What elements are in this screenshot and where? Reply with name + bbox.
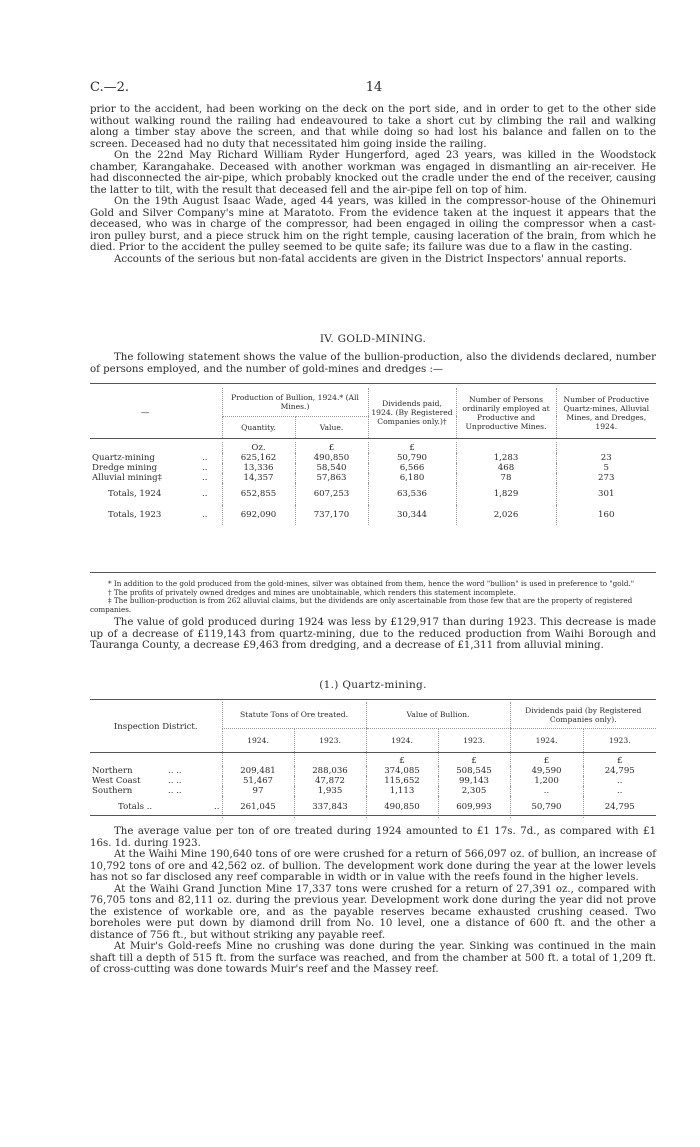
bullion-production-table: [90, 388, 656, 525]
table-row: Southern .. .. 97 1,935 1,113 2,305 .. ..: [90, 786, 656, 796]
table-rule: [90, 815, 656, 816]
paragraph: The value of gold produced during 1924 was less by £129,917 than during 1923. This decrease is made up of a decrease of £119,143 from quartz-mining, due to the reduced production from Waihi Borough and Tauranga County, a decrease £9,463 from dredging, and a decrease of £1,311 from alluvial mining.: [90, 617, 656, 651]
stub-header: —: [140, 407, 150, 418]
page-header: [90, 80, 658, 96]
quartz-mining-table: [90, 702, 656, 818]
footnote: ‡ The bullion-production is from 262 alluvial claims, but the dividends are only ascertainable from those few that are the property of registered companies.: [90, 596, 633, 614]
page-number: 14: [365, 80, 383, 95]
paragraph: On the 22nd May Richard William Ryder Hungerford, aged 23 years, was killed in the Woodstock chamber, Karangahake. Deceased with another workman was engaged in dismantling an air-receiver. He had disconnected the air-pipe, which probably knocked out the cradle under the end of the receiver, causing the latter to tilt, with the result that deceased fell and the air-pipe fell on top of him.: [90, 150, 656, 196]
year-header: 1923.: [294, 728, 366, 752]
dividends-header: Dividends paid (by Registered Companies only).: [510, 702, 656, 728]
unit-pound: £: [368, 442, 456, 453]
paragraph: The following statement shows the value of the bullion-production, also the dividends declared, number of persons employed, and the number of gold-mines and dredges :—: [90, 352, 656, 375]
unit-pound: £: [583, 752, 656, 766]
value-paragraph: [90, 617, 656, 652]
closing-text: [90, 826, 656, 976]
quantity-header: Quantity.: [222, 416, 295, 438]
unit-pound: £: [295, 442, 368, 453]
paragraph: Accounts of the serious but non-fatal accidents are given in the District Inspectors' annual reports.: [114, 253, 627, 265]
table-rule: [90, 383, 656, 384]
district-header: Inspection District.: [113, 721, 198, 732]
year-header: 1924.: [366, 728, 438, 752]
table-row: Quartz-mining .. 625,162 490,850 50,790 1,283 23: [90, 453, 656, 463]
totals-row: Totals .. .. 261,045 337,843 490,850 609,993 50,790 24,795: [90, 796, 656, 818]
unit-pound: £: [510, 752, 583, 766]
table-row: Dredge mining .. 13,336 58,540 6,566 468 5: [90, 463, 656, 473]
subsection-title: (1.) Quartz-mining.: [319, 679, 427, 691]
table-rule: [90, 572, 656, 573]
totals-row: Totals, 1924 .. 652,855 607,253 63,536 1,829 301: [90, 483, 656, 505]
mines-header: Number of Productive Quartz-mines, Alluvial Mines, and Dredges, 1924.: [556, 388, 656, 438]
table-row: Northern .. .. 209,481 288,036 374,085 508,545 49,590 24,795: [90, 766, 656, 776]
year-header: 1923.: [583, 728, 656, 752]
bullion-header: Value of Bullion.: [366, 702, 510, 728]
paragraph: At the Waihi Grand Junction Mine 17,337 tons were crushed for a return of 27,391 oz., compared with 76,705 tons and 82,111 oz. during the previous year. Development work done during the year did not prove the existence of workable ore, and as the payable reserves became exhausted crushing ceased. Two boreholes were put down by diamond drill from No. 10 level, one a distance of 600 ft. and the other a distance of 756 ft., but without striking any payable reef.: [90, 883, 656, 941]
year-header: 1924.: [222, 728, 294, 752]
section-intro: [90, 352, 656, 375]
intro-text: [90, 104, 656, 265]
table-row: West Coast .. .. 51,467 47,872 115,652 99,143 1,200 ..: [90, 776, 656, 786]
totals-row: Totals, 1923 .. 692,090 737,170 30,344 2,026 160: [90, 505, 656, 525]
paragraph: The average value per ton of ore treated during 1924 amounted to £1 17s. 7d., as compared with £1 16s. 1d. during 1923.: [90, 826, 656, 849]
dividends-header: Dividends paid, 1924. (By Registered Companies only.)†: [368, 388, 456, 438]
table-rule: [90, 699, 656, 700]
unit-pound: £: [366, 752, 438, 766]
unit-oz: Oz.: [222, 442, 295, 453]
value-header: Value.: [295, 416, 368, 438]
footnote: † The profits of privately owned dredges and mines are unobtainable, which renders this statement incomplete.: [108, 587, 516, 597]
year-header: 1924.: [510, 728, 583, 752]
year-header: 1923.: [438, 728, 510, 752]
paragraph: At Muir's Gold-reefs Mine no crushing was done during the year. Sinking was continued in the main shaft till a depth of 515 ft. from the surface was reached, and from the chamber at 500 ft. a total of 1,209 ft. of cross-cutting was done towards Muir's reef and the Massey reef.: [90, 941, 656, 975]
persons-header: Number of Persons ordinarily employed at Productive and Unproductive Mines.: [456, 388, 556, 438]
ore-header: Statute Tons of Ore treated.: [222, 702, 366, 728]
table-row: Alluvial mining‡ .. 14,357 57,863 6,180 78 273: [90, 473, 656, 483]
report-code: C.—2.: [90, 80, 130, 95]
footnote: * In addition to the gold produced from the gold-mines, silver was obtained from them, hence the word "bullion" is used in preference to "gold.": [108, 579, 635, 588]
paragraph: On the 19th August Isaac Wade, aged 44 years, was killed in the compressor-house of the Ohinemuri Gold and Silver Company's mine at Maratoto. From the evidence taken at the inquest it appears that the deceased, who was in charge of the compressor, had been engaged in oiling the compressor when a cast-iron pulley burst, and a piece struck him on the right temple, causing laceration of the brain, from which he died. Prior to the accident the pulley seemed to be quite safe; its failure was due to a flaw in the casting.: [90, 196, 656, 253]
unit-pound: £: [438, 752, 510, 766]
paragraph: At the Waihi Mine 190,640 tons of ore were crushed for a return of 566,097 oz. of bullion, an increase of 10,792 tons of ore and 42,562 oz. of bullion. The development work done during the year at the lower levels has not so far disclosed any reef comparable in width or in value with the reefs found in the higher levels.: [90, 849, 656, 883]
section-title: IV. GOLD-MINING.: [319, 333, 427, 345]
paragraph: prior to the accident, had been working on the deck on the port side, and in order to get to the other side without walking round the railing had endeavoured to take a short cut by climbing the rail and walking along a timber stay above the screen, and that while doing so had lost his balance and fallen on to the screen. Deceased had no duty that necessitated him going inside the railing.: [90, 104, 656, 150]
footnotes: [90, 580, 656, 614]
production-header: Production of Bullion, 1924.* (All Mines.): [222, 388, 368, 416]
